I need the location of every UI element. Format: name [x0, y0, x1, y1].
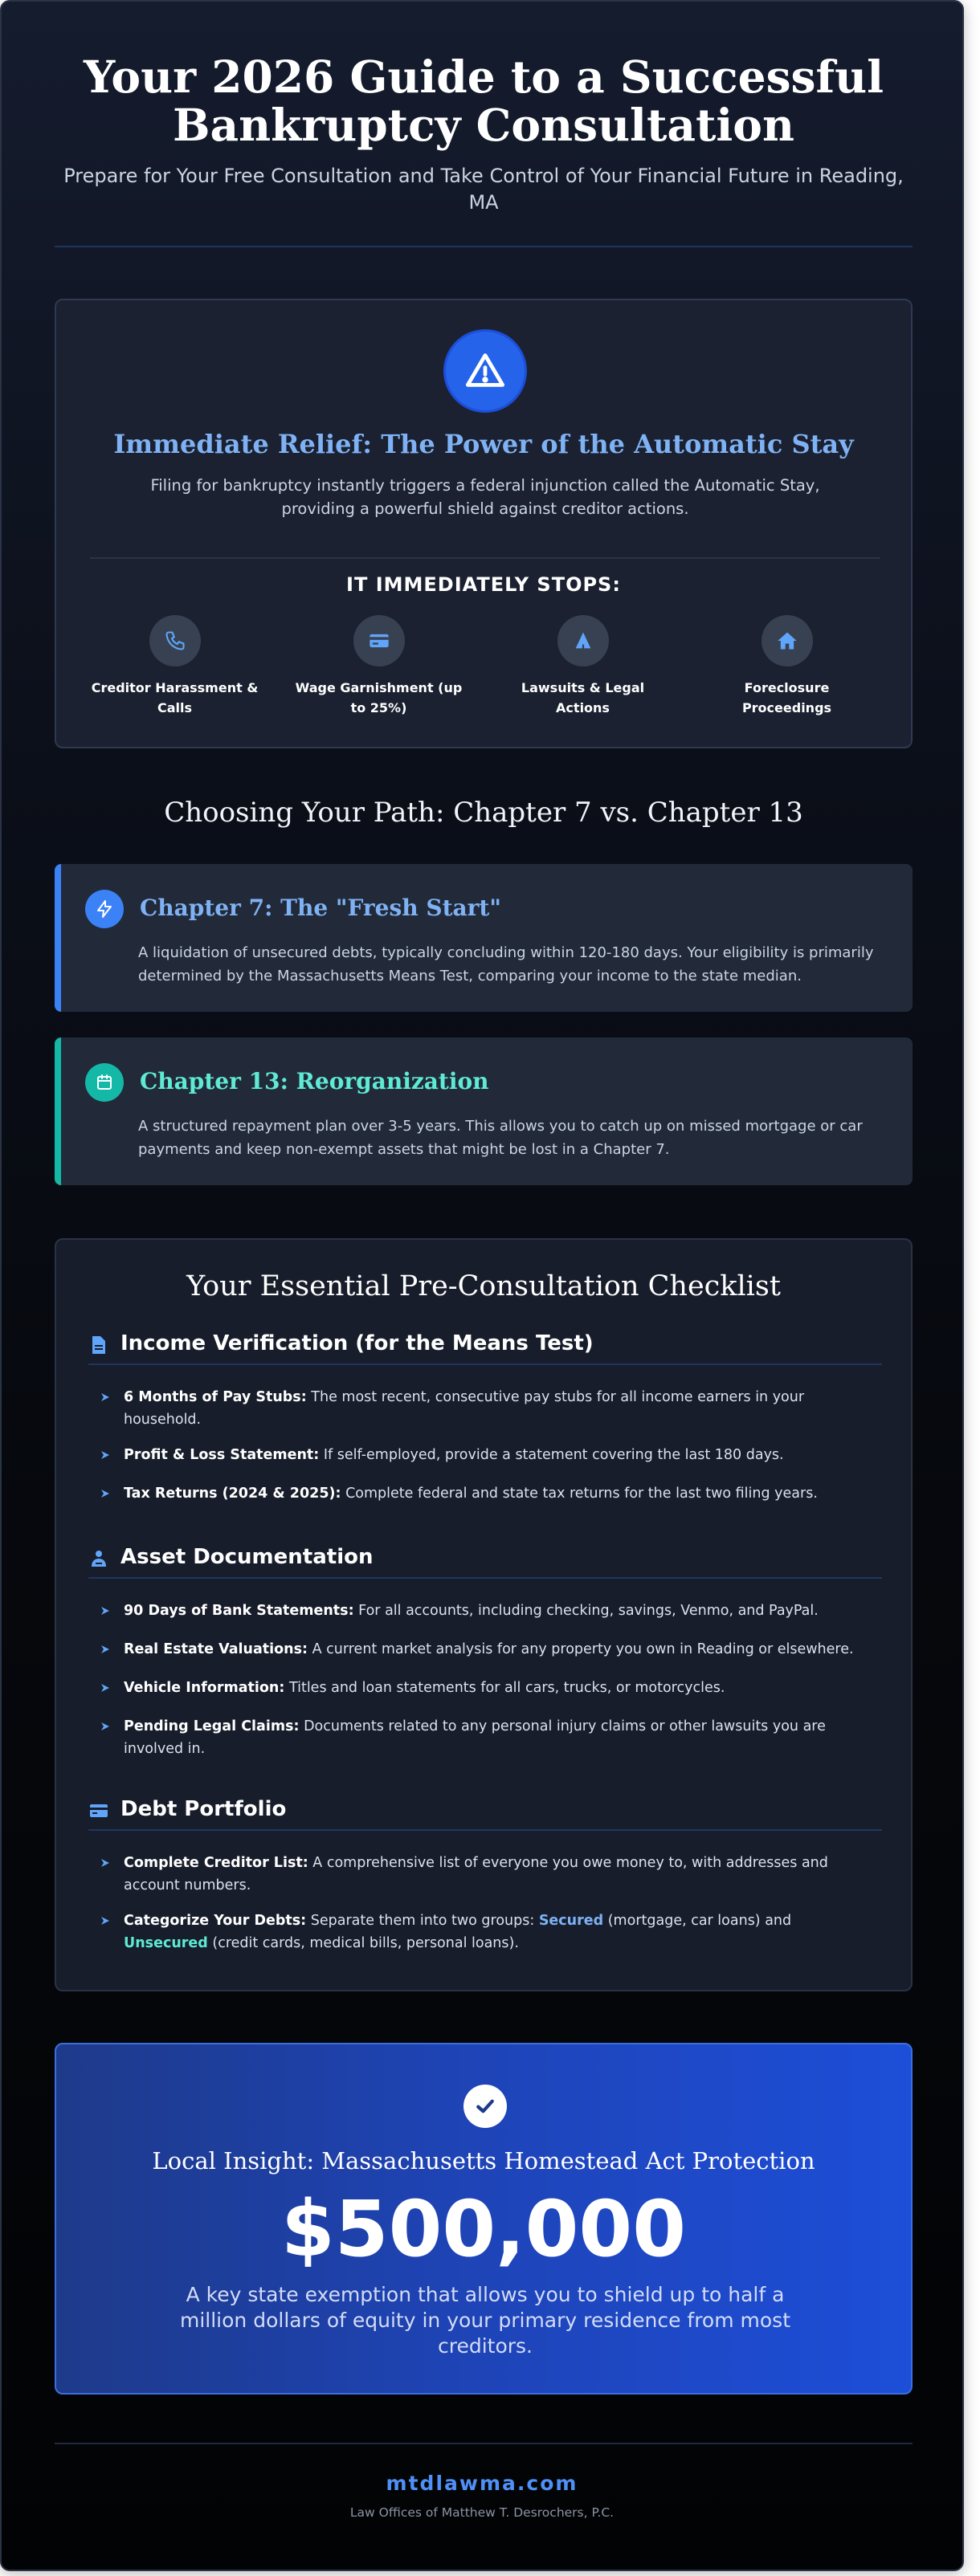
credit-card-icon: [353, 615, 405, 666]
page-header: [55, 53, 913, 216]
arrow-icon: [101, 1490, 109, 1498]
checklist-item: [101, 1444, 864, 1466]
category-assets-header: [88, 1542, 882, 1579]
arrow-icon: [101, 1917, 109, 1925]
arrow-icon: [101, 1393, 109, 1401]
item-text: For all accounts, including checking, savings, Venmo, and PayPal.: [353, 1603, 819, 1619]
stop-label: Creditor Harassment & Calls: [91, 680, 259, 715]
page-title-line-1: Your 2026 Guide to a Successful: [83, 51, 884, 103]
homestead-panel: [55, 2043, 913, 2395]
page-subtitle: Prepare for Your Free Consultation and Take Control of Your Financial Future in Reading, MA: [63, 165, 904, 214]
item-label: Vehicle Information:: [124, 1680, 285, 1696]
arrow-icon: [101, 1645, 109, 1653]
item-label: 90 Days of Bank Statements:: [124, 1603, 354, 1619]
page-title: [55, 53, 913, 149]
footer-website[interactable]: mtdlawma.com: [386, 2472, 578, 2495]
item-label: Real Estate Valuations:: [124, 1641, 308, 1657]
chapter-7-title: Chapter 7: The "Fresh Start": [140, 895, 501, 921]
chapter-7-card: [55, 864, 913, 1012]
checklist-item: [101, 1852, 864, 1897]
item-text: A comprehensive list of everyone you owe money to, with addresses and account numbers.: [124, 1855, 828, 1893]
item-text: Documents related to any personal injury claims or other lawsuits you are involved in.: [124, 1718, 826, 1757]
item-text: A current market analysis for any property you own in Reading or elsewhere.: [308, 1641, 854, 1657]
category-title: Income Verification (for the Means Test): [120, 1331, 594, 1355]
stop-label: Lawsuits & Legal Actions: [521, 680, 645, 715]
item-label: Categorize Your Debts:: [124, 1913, 307, 1929]
chapter-13-card: [55, 1037, 913, 1185]
item-text: (credit cards, medical bills, personal loans).: [207, 1935, 519, 1951]
footer-divider: [55, 2443, 913, 2444]
arrow-icon: [101, 1859, 109, 1867]
arrow-icon: [101, 1607, 109, 1615]
checklist-item: [101, 1638, 864, 1661]
stop-item-garnishment: [276, 615, 481, 718]
homestead-description: A key state exemption that allows you to shield up to half a million dollars of equity in your primary residence from most creditors.: [179, 2283, 790, 2358]
category-debt-header: [88, 1794, 882, 1831]
chapter-13-accent-bar: [55, 1037, 61, 1185]
automatic-stay-title: Immediate Relief: The Power of the Automatic Stay: [113, 429, 854, 459]
checklist-title: Your Essential Pre-Consultation Checklist: [186, 1270, 781, 1302]
bolt-icon: [85, 890, 124, 928]
stop-item-lawsuits: [480, 615, 685, 718]
document-icon: [88, 1335, 109, 1355]
stops-heading: IT IMMEDIATELY STOPS:: [346, 573, 621, 596]
checklist-item: [101, 1386, 864, 1431]
gavel-icon: [557, 615, 609, 666]
secured-highlight: Secured: [538, 1913, 604, 1929]
item-label: 6 Months of Pay Stubs:: [124, 1389, 307, 1405]
stop-label: Foreclosure Proceedings: [741, 680, 832, 715]
checklist-panel: [55, 1238, 913, 1991]
arrow-icon: [101, 1451, 109, 1459]
checklist-item: [101, 1910, 864, 1954]
homestead-amount: $500,000: [280, 2184, 687, 2274]
category-income-header: [88, 1328, 882, 1365]
paths-title: Choosing Your Path: Chapter 7 vs. Chapter 13: [164, 797, 803, 829]
item-label: Tax Returns (2024 & 2025):: [124, 1486, 341, 1502]
calendar-icon: [85, 1063, 124, 1102]
item-text: Titles and loan statements for all cars, trucks, or motorcycles.: [284, 1680, 725, 1696]
chapter-13-description: A structured repayment plan over 3-5 years. This allows you to catch up on missed mortgage or car payments and keep non-exempt assets that might be lost in a Chapter 7.: [138, 1118, 863, 1158]
item-text: Complete federal and state tax returns for the last two filing years.: [341, 1486, 818, 1502]
page-title-line-2: Bankruptcy Consultation: [173, 99, 794, 151]
automatic-stay-description: Filing for bankruptcy instantly triggers a federal injunction called the Automatic Stay, providing a powerful shield against creditor actions.: [150, 476, 820, 518]
checklist-item: [101, 1715, 864, 1760]
home-icon: [762, 615, 813, 666]
homestead-title: Local Insight: Massachusetts Homestead Act Protection: [152, 2147, 815, 2175]
checklist-item: [101, 1677, 864, 1699]
warning-triangle-icon: [443, 329, 527, 413]
footer-firm-name: Law Offices of Matthew T. Desrochers, P.C.: [349, 2505, 615, 2520]
item-text: Separate them into two groups:: [306, 1913, 539, 1929]
unsecured-highlight: Unsecured: [124, 1935, 208, 1951]
chapter-7-accent-bar: [55, 864, 61, 1012]
automatic-stay-panel: [55, 299, 913, 748]
item-text: (mortgage, car loans) and: [603, 1913, 792, 1929]
arrow-icon: [101, 1722, 109, 1730]
piggy-bank-icon: [88, 1548, 109, 1569]
stop-label: Wage Garnishment (up to 25%): [295, 680, 463, 715]
category-title: Asset Documentation: [120, 1545, 374, 1569]
checklist-item: [101, 1482, 864, 1505]
stop-item-harassment: [72, 615, 277, 718]
phone-icon: [149, 615, 201, 666]
item-text: The most recent, consecutive pay stubs for all income earners in your household.: [124, 1389, 805, 1428]
checklist-item: [101, 1600, 864, 1622]
chapter-13-title: Chapter 13: Reorganization: [140, 1068, 489, 1094]
item-label: Complete Creditor List:: [124, 1855, 308, 1871]
category-title: Debt Portfolio: [120, 1797, 287, 1821]
stop-item-foreclosure: [684, 615, 889, 718]
item-label: Profit & Loss Statement:: [124, 1447, 320, 1463]
stay-divider: [90, 557, 880, 559]
credit-card-icon: [88, 1800, 109, 1821]
arrow-icon: [101, 1684, 109, 1692]
header-divider: [55, 246, 913, 247]
item-text: If self-employed, provide a statement covering the last 180 days.: [319, 1447, 784, 1463]
chapter-7-description: A liquidation of unsecured debts, typically concluding within 120-180 days. Your eligibility is primarily determined by the Massachusetts Means Test, comparing your income to the state median.: [138, 944, 874, 984]
item-label: Pending Legal Claims:: [124, 1718, 300, 1734]
check-circle-icon: [463, 2085, 507, 2128]
